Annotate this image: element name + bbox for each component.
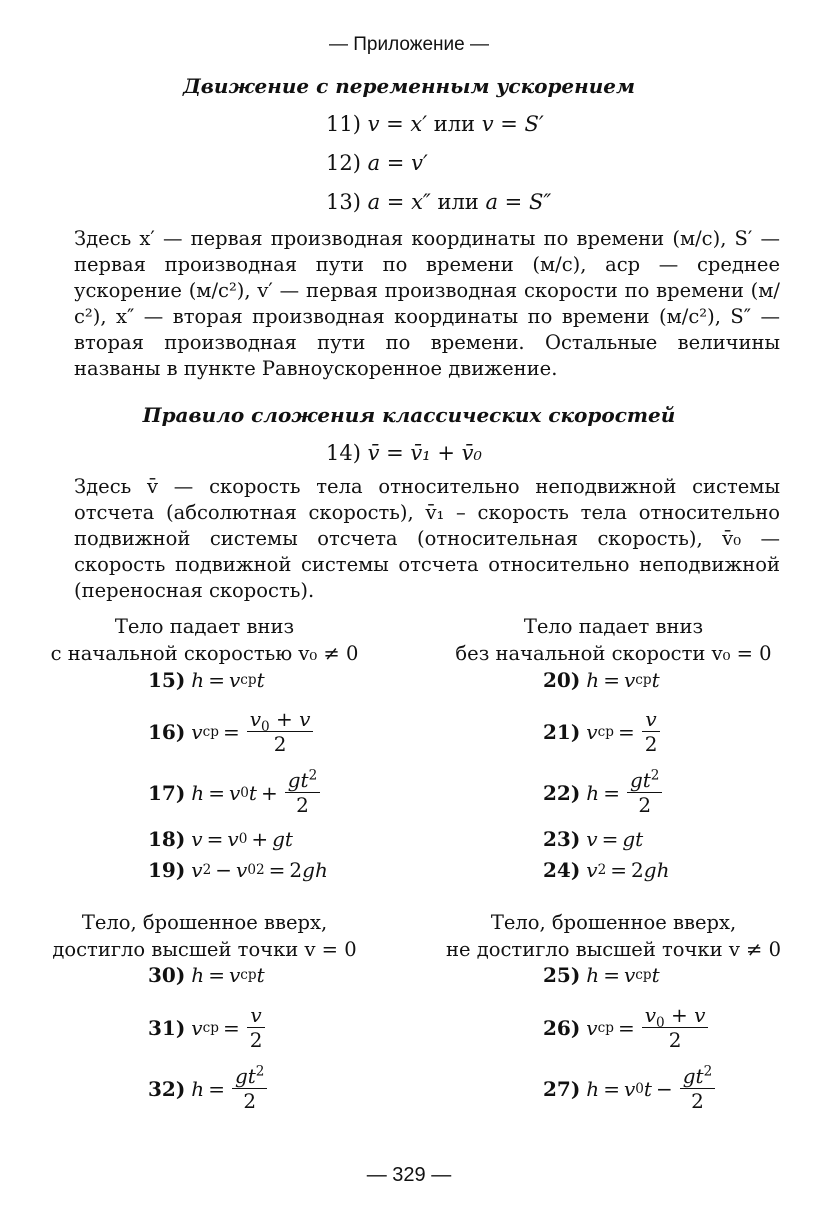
section-title-velocity-addition: Правило сложения классических скоростей — [142, 403, 676, 427]
formula-number: 30) — [148, 963, 186, 987]
formula-number: 26) — [543, 1015, 581, 1040]
formula-part: a = S″ — [485, 190, 552, 214]
caption-up-reached-top — [0, 909, 409, 963]
caption-line: Тело падает вниз — [523, 615, 704, 638]
caption-line: без начальной скорости v₀ = 0 — [455, 642, 772, 665]
formula-part: a = x″ — [367, 190, 431, 214]
formula-14 — [326, 441, 482, 465]
formula-23: 23) v = gt — [543, 827, 644, 851]
formula-number: 13) — [326, 190, 361, 214]
formula-number: 23) — [543, 827, 581, 851]
caption-up-not-reached-top — [409, 909, 818, 963]
formula-11 — [326, 112, 544, 136]
caption-line: с начальной скоростью v₀ ≠ 0 — [50, 642, 359, 665]
formula-17: 17) h = v 0 t + $\frac{gt^2}{2}$ — [148, 768, 323, 817]
formula-number: 15) — [148, 668, 186, 692]
formula-number: 32) — [148, 1076, 186, 1101]
formula-32: 32) h = $\frac{gt^2}{2}$ — [148, 1064, 270, 1113]
caption-fall-with-v0 — [0, 613, 409, 667]
formula-12 — [326, 151, 428, 175]
formula-15: 15) h = v ср t — [148, 668, 265, 692]
formula-number: 17) — [148, 780, 186, 805]
page-number: — 329 — — [366, 1164, 452, 1186]
formula-connector: или — [433, 112, 476, 136]
formula-21: 21) v ср = $\frac{v}{2}$ — [543, 707, 663, 756]
formula-number: 14) — [326, 441, 361, 465]
formula-31: 31) v ср = $\frac{v}{2}$ — [148, 1003, 268, 1052]
formula-part: v = x′ — [367, 112, 428, 136]
formula-number: 19) — [148, 858, 186, 882]
section-title-variable-acceleration: Движение с переменным ускорением — [182, 74, 636, 98]
formula-30: 30) h = v ср t — [148, 963, 265, 987]
formula-number: 16) — [148, 719, 186, 744]
formula-connector: или — [437, 190, 479, 214]
caption-line: Тело падает вниз — [114, 615, 295, 638]
formula-24: 24) v 2 = 2 gh — [543, 858, 670, 882]
formula-number: 24) — [543, 858, 581, 882]
caption-line: не достигло высшей точки v ≠ 0 — [446, 938, 781, 961]
formula-27: 27) h = v 0 t − $\frac{gt^2}{2}$ — [543, 1064, 718, 1113]
formula-part: v̄ = v̄₁ + v̄₀ — [367, 441, 482, 465]
formula-number: 18) — [148, 827, 186, 851]
caption-fall-without-v0 — [409, 613, 818, 667]
formula-13 — [326, 190, 551, 214]
running-header: — Приложение — — [329, 34, 489, 55]
formula-number: 27) — [543, 1076, 581, 1101]
caption-line: достигло высшей точки v = 0 — [52, 938, 357, 961]
paragraph-variable-acceleration: Здесь x′ — первая производная координаты по времени (м/с), S′ — первая производная пути по времени (м/с), aср — среднее ускорение (м/с²), v′ — первая производная скорости по времени (м/с²), x″ — вторая производная координаты по времени (м/с²), S″ — вторая производная пути по времени. Остальные величины названы в пункте Равноускоренное движение. — [74, 227, 780, 380]
caption-line: Тело, брошенное вверх, — [81, 911, 328, 934]
paragraph-velocity-addition: Здесь v̄ — скорость тела относительно неподвижной системы отсчета (абсолютная скорость), v̄₁ – скорость тела относительно подвижной системы отсчета (относительная скорость), v̄₀ — скорость подвижной системы отсчета относительно неподвижной (переносная скорость). — [74, 475, 780, 602]
formula-number: 22) — [543, 780, 581, 805]
formula-number: 12) — [326, 151, 361, 175]
formula-26: 26) v ср = $\frac{v_0 + v}{2}$ — [543, 1003, 711, 1052]
formula-number: 25) — [543, 963, 581, 987]
caption-line: Тело, брошенное вверх, — [490, 911, 737, 934]
formula-number: 21) — [543, 719, 581, 744]
formula-25: 25) h = v ср t — [543, 963, 660, 987]
formula-number: 11) — [326, 112, 361, 136]
formula-part: a = v′ — [367, 151, 428, 175]
formula-number: 20) — [543, 668, 581, 692]
formula-19: 19) v 2 − v 0 2 = 2 gh — [148, 858, 328, 882]
formula-part: v = S′ — [481, 112, 544, 136]
formula-16: 16) v ср = $\frac{v_0 + v}{2}$ — [148, 707, 316, 756]
formula-20: 20) h = v ср t — [543, 668, 660, 692]
formula-number: 31) — [148, 1015, 186, 1040]
formula-18: 18) v = v 0 + gt — [148, 827, 293, 851]
formula-22: 22) h = $\frac{gt^2}{2}$ — [543, 768, 665, 817]
